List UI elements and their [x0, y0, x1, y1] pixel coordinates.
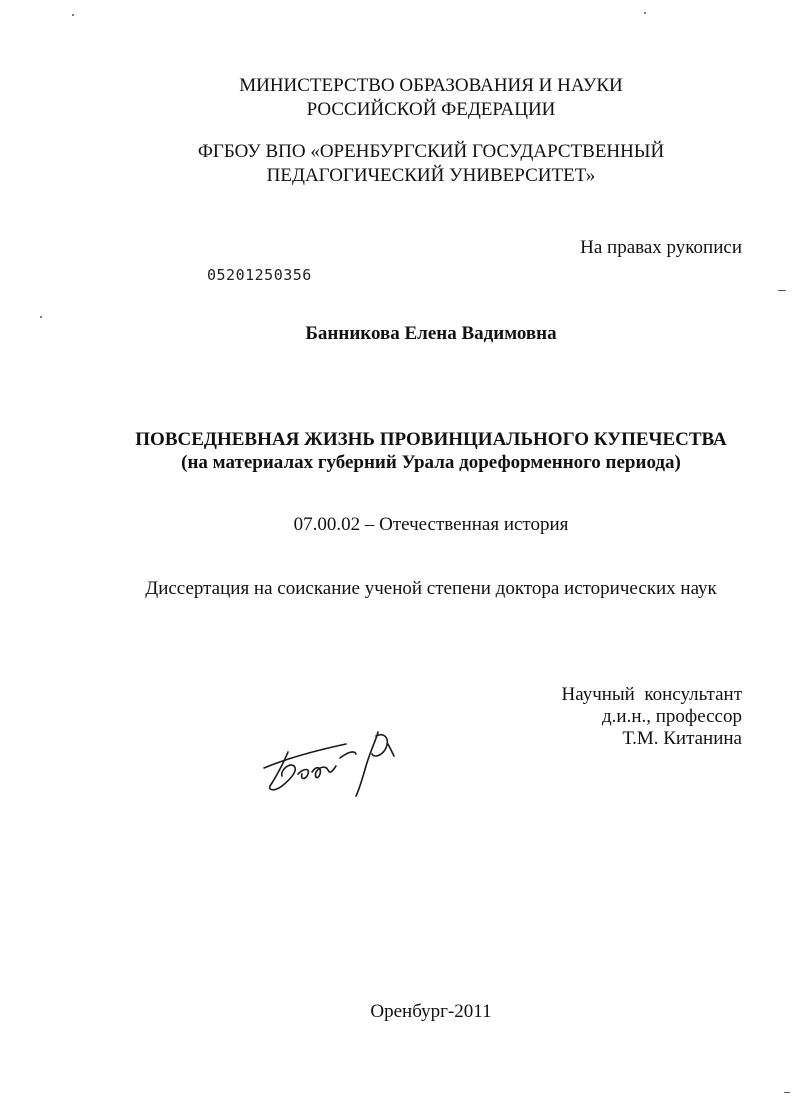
scan-speck: [40, 316, 42, 318]
ministry-line-1: МИНИСТЕРСТВО ОБРАЗОВАНИЯ И НАУКИ: [239, 75, 623, 96]
serial-number: 05201250356: [207, 266, 312, 284]
consultant-label: Научный консультант: [561, 684, 742, 705]
university-line-1: ФГБОУ ВПО «ОРЕНБУРГСКИЙ ГОСУДАРСТВЕННЫЙ: [197, 141, 665, 162]
consultant-name: Т.М. Китанина: [622, 728, 742, 749]
specialty-code: 07.00.02 – Отечественная история: [293, 514, 569, 535]
city-year: Оренбург-2011: [370, 1001, 492, 1022]
scan-speck: [644, 12, 646, 14]
university-line-2: ПЕДАГОГИЧЕСКИЙ УНИВЕРСИТЕТ»: [266, 165, 596, 186]
scan-speck: [72, 14, 74, 16]
degree-statement: Диссертация на соискание ученой степени доктора исторических наук: [145, 578, 717, 599]
ministry-heading: [0, 74, 792, 122]
consultant-degree: д.и.н., профессор: [601, 706, 742, 727]
rights-note: На правах рукописи: [580, 237, 742, 258]
dissertation-title: ПОВСЕДНЕВНАЯ ЖИЗНЬ ПРОВИНЦИАЛЬНОГО КУПЕЧЕСТВА: [135, 429, 727, 450]
scientific-consultant: [562, 684, 743, 750]
scan-speck: [784, 1092, 790, 1093]
scan-speck: [778, 290, 786, 291]
ministry-line-2: РОССИЙСКОЙ ФЕДЕРАЦИИ: [306, 99, 556, 120]
dissertation-subtitle: (на материалах губерний Урала дореформенного периода): [181, 452, 681, 473]
university-heading: [0, 140, 792, 188]
author-name: Банникова Елена Вадимовна: [305, 323, 557, 344]
signature-icon: [258, 722, 408, 802]
